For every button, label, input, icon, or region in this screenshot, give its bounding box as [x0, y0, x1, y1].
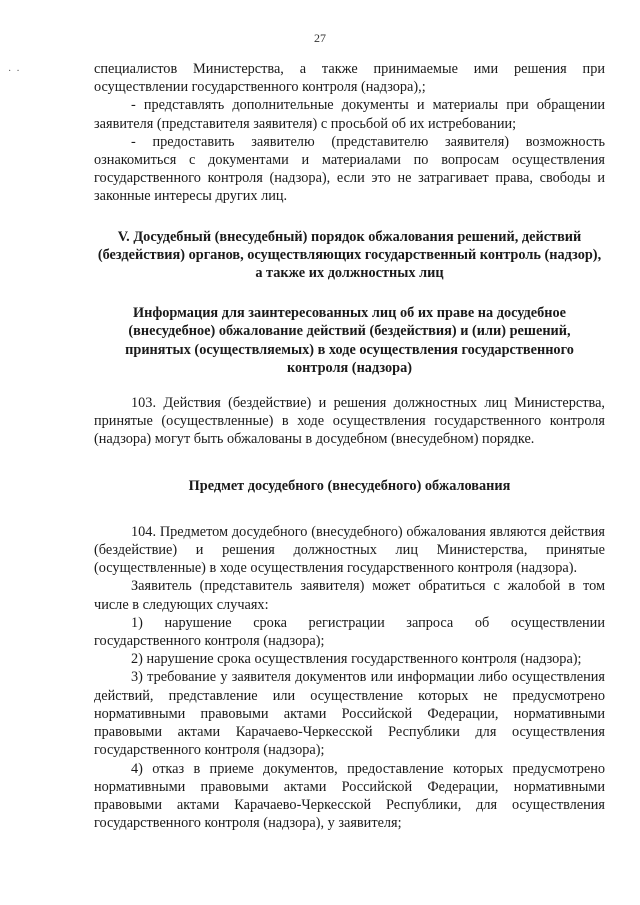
scan-specks: · · — [8, 66, 20, 77]
subsection-title-info: Информация для заинтересованных лиц об их праве на досудебное (внесудебное) обжалование действий (бездействия) и (или) решений, принятых (осуществляемых) в ходе осуществления государственного контроля (надзора) — [125, 305, 574, 376]
paragraph-104: 104. Предметом досудебного (внесудебного) обжалования являются действия (бездействие) и решения должностных лиц Министерства, принятые (осуществленные) в ходе осуществления государственного контроля (надзора). — [94, 523, 605, 577]
paragraph-103: 103. Действия (бездействие) и решения должностных лиц Министерства, принятые (осуществленные) в ходе осуществления государственного контроля (надзора) могут быть обжалованы в досудебном (внесудебном) порядке. — [94, 395, 605, 448]
intro-paragraph-1: специалистов Министерства, а также принимаемые ими решения при осуществлении государственного контроля (надзора),; — [94, 61, 605, 96]
complaint-case-1: 1) нарушение срока регистрации запроса об осуществлении государственного контроля (надзора); — [94, 614, 605, 650]
complaint-case-4: 4) отказ в приеме документов, предоставление которых предусмотрено нормативными правовыми актами Российской Федерации, нормативными правовыми актами Карачаево-Черкесской Республики, для осуществления государственного контроля (надзора), у заявителя; — [94, 760, 605, 832]
complaint-cases-intro: Заявитель (представитель заявителя) может обратиться с жалобой в том числе в следующих случаях: — [94, 578, 605, 613]
subsection-title-subject: Предмет досудебного (внесудебного) обжалования — [188, 477, 511, 494]
document-body — [94, 60, 605, 832]
complaint-case-2: 2) нарушение срока осуществления государственного контроля (надзора); — [131, 651, 582, 668]
intro-paragraph-3: - предоставить заявителю (представителю заявителя) возможность ознакомиться с документами и материалами по вопросам осуществления государственного контроля (надзора), если это не затрагивает права, свободы и законные интересы других лиц. — [94, 133, 605, 205]
section-title: V. Досудебный (внесудебный) порядок обжалования решений, действий (бездействия) органов, осуществляющих государственный контроль (надзор), а также их должностных лиц — [97, 228, 602, 282]
complaint-case-3: 3) требование у заявителя документов или информации либо осуществления действий, представление или осуществление которых не предусмотрено нормативными правовыми актами Российской Федерации, нормативными правовыми актами Карачаево-Черкесской Республики для осуществления государственного контроля (надзора); — [94, 669, 605, 759]
page-number: 27 — [314, 31, 326, 45]
intro-paragraph-2: - представлять дополнительные документы и материалы при обращении заявителя (представителя заявителя) с просьбой об их истребовании; — [94, 97, 605, 132]
